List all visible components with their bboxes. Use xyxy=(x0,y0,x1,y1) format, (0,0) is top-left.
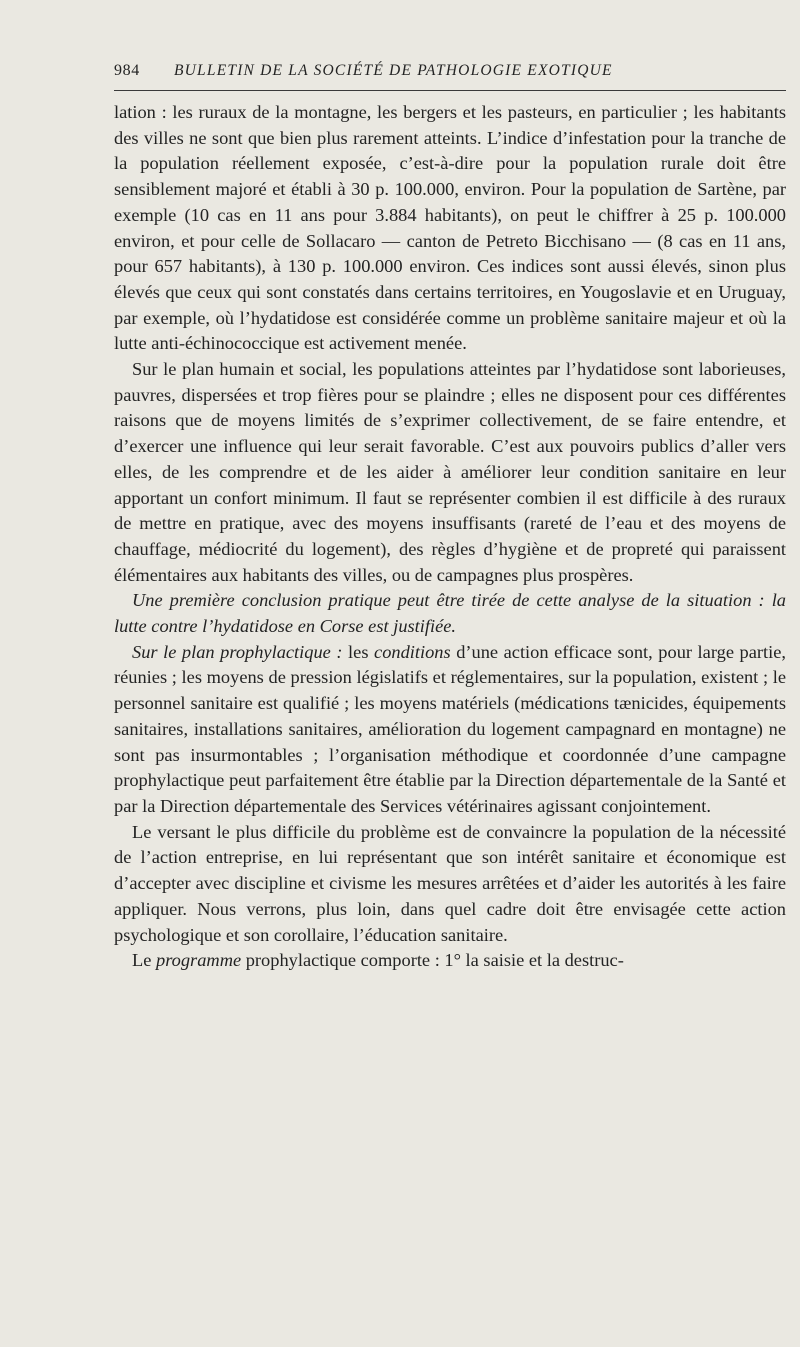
paragraph-6-text-a: Le xyxy=(132,950,156,971)
paragraph-6-text-b: prophylactique comporte : 1° la saisie et la destruc- xyxy=(241,950,624,971)
running-head xyxy=(114,62,786,86)
programme-term: programme xyxy=(156,950,242,971)
header-rule xyxy=(114,90,786,91)
prophylaxis-lead: Sur le plan prophylactique : xyxy=(132,641,343,662)
paragraph-6 xyxy=(114,948,786,974)
journal-title: BULLETIN DE LA SOCIÉTÉ DE PATHOLOGIE EXOTIQUE xyxy=(174,62,613,79)
page-number: 984 xyxy=(114,62,140,79)
paragraph-4-text-a: les xyxy=(342,641,375,662)
conditions-term: conditions xyxy=(374,641,451,662)
article-body xyxy=(114,100,786,974)
paragraph-4-text-b: d’une action efficace sont, pour large partie, réunies ; les moyens de pression législatifs et réglementaires, sur la population, existent ; le personnel sanitaire est qualifié ; les moyens matériels (médications tænicides, équipements sanitaires, installations sanitaires, amélioration du logement campagnard en montagne) ne sont pas insurmontables ; l’organisation méthodique et coordonnée d’une campagne prophylactique peut parfaitement être établie par la Direction départementale de la Santé et par la Direction départementale des Services vétérinaires agissant conjointement. xyxy=(114,641,786,816)
paragraph-4 xyxy=(114,640,786,820)
paragraph-5: Le versant le plus difficile du problème est de convaincre la population de la nécessité de l’action entreprise, en lui représentant que son intérêt sanitaire et économique est d’accepter avec discipline et civisme les mesures arrêtées et d’aider les autorités à les faire appliquer. Nous verrons, plus loin, dans quel cadre doit être envisagée cette action psychologique et son corollaire, l’éducation sanitaire. xyxy=(114,821,786,945)
paragraph-2: Sur le plan humain et social, les populations atteintes par l’hydatidose sont laborieuses, pauvres, dispersées et trop fières pour se plaindre ; elles ne disposent pour ces différentes raisons que de moyens limités de s’exprimer collectivement, de se faire entendre, et d’exercer une influence qui leur serait favorable. C’est aux pouvoirs publics d’aller vers elles, de les comprendre et de les aider à améliorer leur condition sanitaire en leur apportant un confort minimum. Il faut se représenter combien il est difficile à des ruraux de mettre en pratique, avec des moyens insuffisants (rareté de l’eau et des moyens de chauffage, médiocrité du logement), des règles d’hygiène et de propreté qui paraissent élémentaires aux habitants des villes, ou de campagnes plus prospères. xyxy=(114,359,786,585)
paragraph-1: lation : les ruraux de la montagne, les bergers et les pasteurs, en particulier ; les habitants des villes ne sont que bien plus rarement atteints. L’indice d’infestation pour la tranche de la population réellement exposée, c’est-à-dire pour la population rurale doit être sensiblement majoré et établi à 30 p. 100.000, environ. Pour la population de Sartène, par exemple (10 cas en 11 ans pour 3.884 habitants), on peut le chiffrer à 25 p. 100.000 environ, et pour celle de Sollacaro — canton de Petreto Bicchisano — (8 cas en 11 ans, pour 657 habitants), à 130 p. 100.000 environ. Ces indices sont aussi élevés, sinon plus élevés que ceux qui sont constatés dans certains territoires, en Yougoslavie et en Uruguay, par exemple, où l’hydatidose est considérée comme un problème sanitaire majeur et où la lutte anti-échinococcique est activement menée. xyxy=(114,102,786,354)
paragraph-3-conclusion: Une première conclusion pratique peut être tirée de cette analyse de la situation : la lutte contre l’hydatidose en Corse est justifiée. xyxy=(114,590,786,637)
